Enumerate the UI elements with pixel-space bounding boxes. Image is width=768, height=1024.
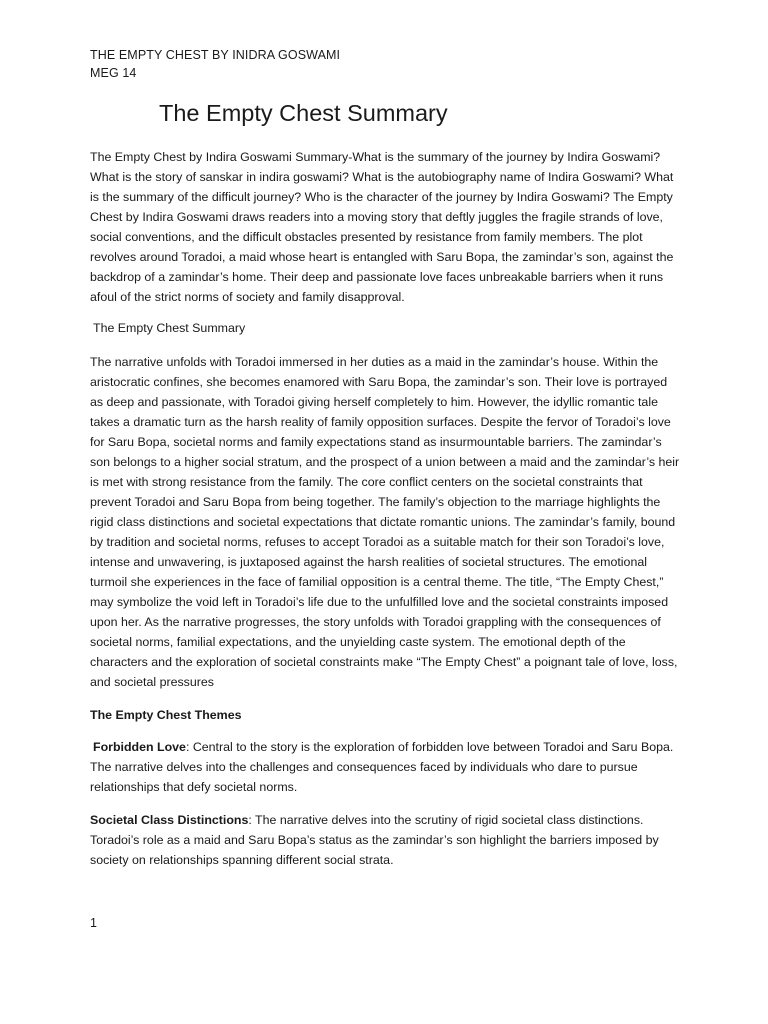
summary-subheading: The Empty Chest Summary [93,321,246,335]
theme-forbidden-love [90,737,682,797]
theme-description: : The narrative delves into the scrutiny of rigid societal class distinctions. Toradoi’s role as a maid and Saru Bopa’s status as the zamindar’s son highlight the barriers imposed by society on relationships spanning different social strata. [90,813,659,867]
page-title: The Empty Chest Summary [159,100,448,126]
header-line-title: THE EMPTY CHEST BY INIDRA GOSWAMI [90,48,341,62]
theme-class-distinctions [90,810,682,870]
intro-paragraph: The Empty Chest by Indira Goswami Summary-What is the summary of the journey by Indira Goswami? What is the story of sanskar in indira goswami? What is the autobiography name of Indira Goswami? What is the summary of the difficult journey? Who is the character of the journey by Indira Goswami? The Empty Chest by Indira Goswami draws readers into a moving story that deftly juggles the fragile strands of love, social conventions, and the difficult obstacles presented by resistance from family members. The plot revolves around Toradoi, a maid whose heart is entangled with Saru Bopa, the zamindar’s son, against the backdrop of a zamindar’s home. Their deep and passionate love faces unbreakable barriers when it runs afoul of the strict norms of society and family disapproval. [90,150,674,304]
page-number: 1 [90,916,97,930]
document-header [90,46,340,82]
themes-heading: The Empty Chest Themes [90,708,242,722]
theme-description: : Central to the story is the exploration of forbidden love between Toradoi and Saru Bopa. The narrative delves into the challenges and consequences faced by individuals who dare to pursue relationships that defy societal norms. [90,740,674,794]
theme-name: Societal Class Distinctions [90,813,249,827]
narrative-paragraph: The narrative unfolds with Toradoi immersed in her duties as a maid in the zamindar’s house. Within the aristocratic confines, she becomes enamored with Saru Bopa, the zamindar’s son. Their love is portrayed as deep and passionate, with Toradoi giving herself completely to him. However, the idyllic romantic tale takes a dramatic turn as the harsh reality of family opposition surfaces. Despite the fervor of Toradoi’s love for Saru Bopa, societal norms and family expectations stand as insurmountable barriers. The zamindar’s son belongs to a higher social stratum, and the prospect of a union between a maid and the zamindar’s heir is met with strong resistance from the family. The core conflict centers on the societal constraints that prevent Toradoi and Saru Bopa from being together. The family’s objection to the marriage highlights the rigid class distinctions and societal expectations that dictate romantic unions. The zamindar’s family, bound by tradition and societal norms, refuses to accept Toradoi as a suitable match for their son Toradoi’s love, intense and unwavering, is juxtaposed against the harsh realities of societal structures. The emotional turmoil she experiences in the face of familial opposition is a central theme. The title, “The Empty Chest,” may symbolize the void left in Toradoi’s life due to the unfulfilled love and the societal constraints imposed upon her. As the narrative progresses, the story unfolds with Toradoi grappling with the consequences of societal norms, familial expectations, and the unyielding caste system. The emotional depth of the characters and the exploration of societal constraints make “The Empty Chest” a poignant tale of love, loss, and societal pressures [90,355,680,689]
theme-name: Forbidden Love [93,740,186,754]
header-line-course: MEG 14 [90,66,137,80]
